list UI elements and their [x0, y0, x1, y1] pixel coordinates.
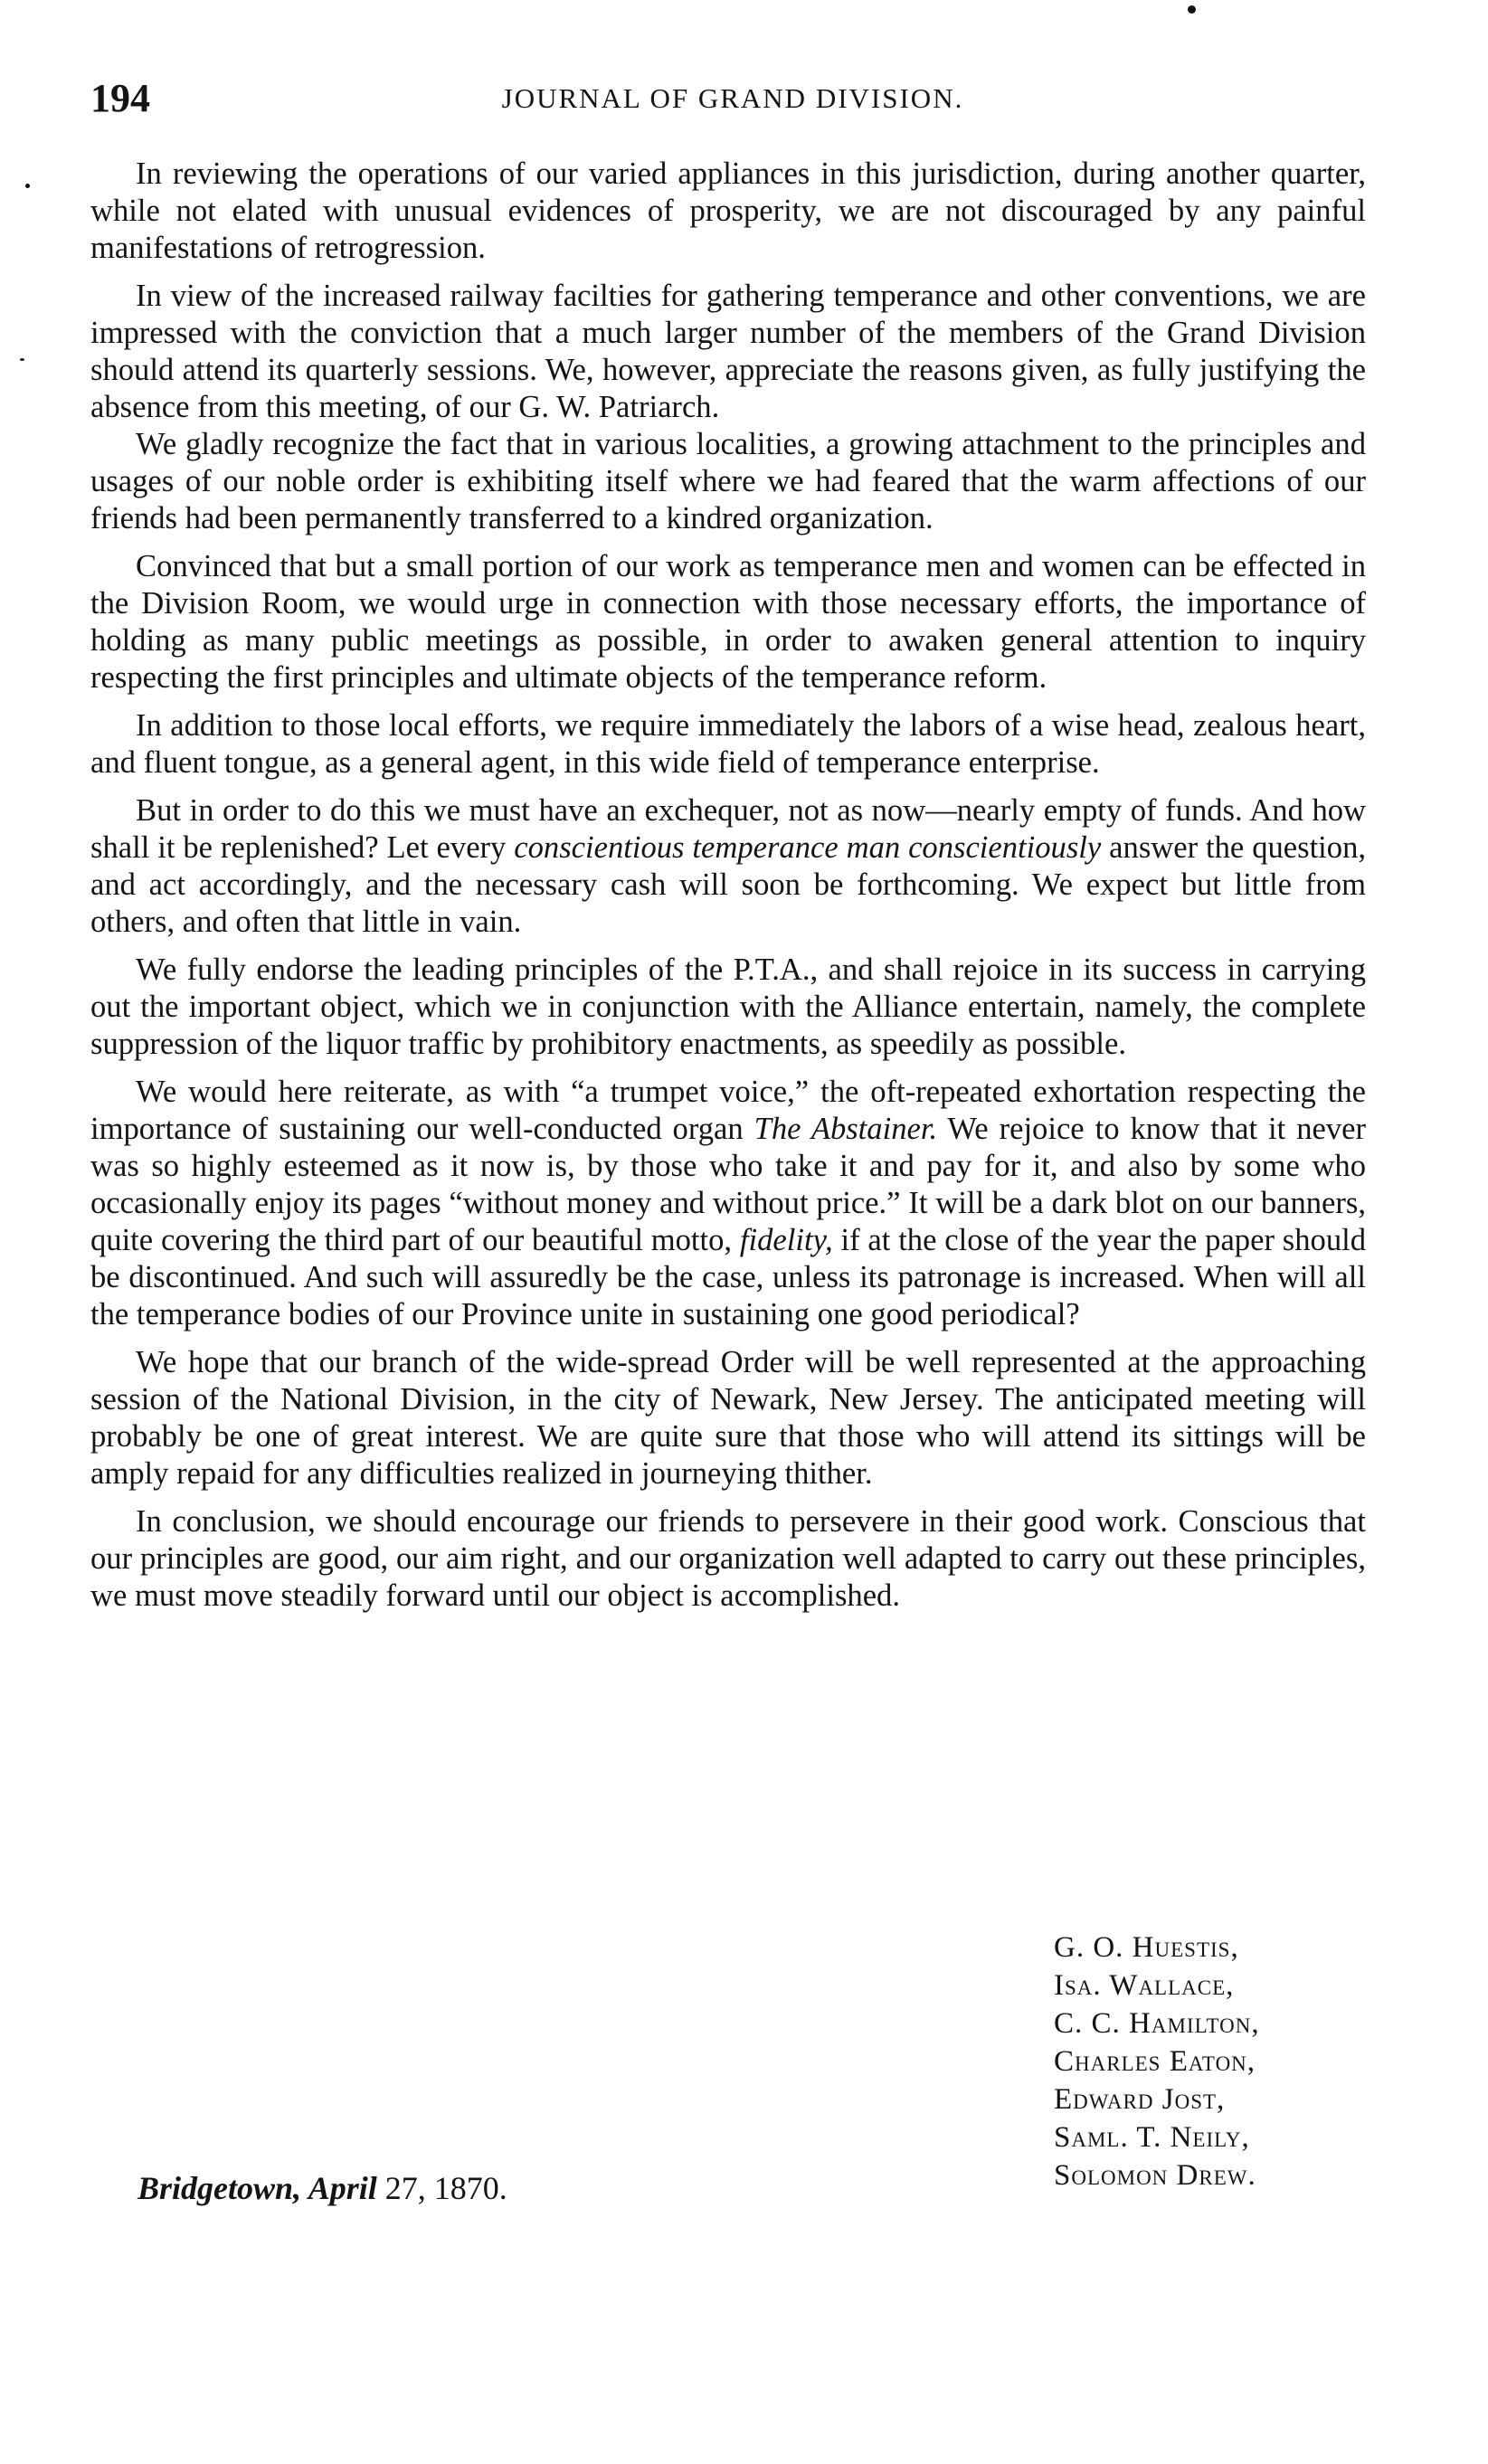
paragraph: In addition to those local efforts, we require immediately the labors of a wise head, zealous heart, and fluent tongue, as a general agent, in this wide field of temperance enterprise.	[90, 708, 1366, 780]
page-header	[90, 75, 1375, 120]
paragraph	[90, 792, 1366, 941]
dateline-date: 27, 1870.	[384, 2170, 507, 2206]
paragraph-italic: The Abstainer.	[753, 1112, 938, 1146]
paragraph	[90, 1074, 1366, 1333]
signatory-name: C. C. Hamilton,	[1054, 2007, 1260, 2040]
paragraph: We hope that our branch of the wide-spread Order will be well represented at the approaching session of the National Division, in the city of Newark, New Jersey. The anticipated meeting will probably be one of great interest. We are quite sure that those who will attend its sittings will be amply repaid for any difficulties realized in journeying thither.	[90, 1345, 1366, 1491]
paragraph-italic: fidelity,	[739, 1223, 833, 1257]
paragraph: In conclusion, we should encourage our friends to persevere in their good work. Conscious that our principles are good, our aim right, and our organization well adapted to carry out these principles, we must move steadily forward until our object is accomplished.	[90, 1504, 1366, 1613]
paragraph-italic: conscientious temperance man conscientiously	[514, 830, 1102, 865]
paragraph: In view of the increased railway facilties for gathering temperance and other conventions, we are impressed with the conviction that a much larger number of the members of the Grand Division should attend its quarterly sessions. We, however, appreciate the reasons given, as fully justifying the absence from this meeting, of our G. W. Patriarch.	[90, 279, 1366, 424]
dateline	[137, 2169, 507, 2207]
paragraph-text: We would here reiterate, as with “a trumpet voice,” the oft-repeated exhortation respecting the importance of sustaining our well-conducted organ	[90, 1075, 1366, 1146]
page-number: 194	[90, 76, 150, 120]
paragraph: Convinced that but a small portion of our work as temperance men and women can be effected in the Division Room, we would urge in connection with those necessary efforts, the importance of holding as many public meetings as possible, in order to awaken general attention to inquiry respecting the first principles and ultimate objects of the temperance reform.	[90, 549, 1366, 695]
signature-block	[1054, 1929, 1416, 2194]
paragraph: We fully endorse the leading principles of the P.T.A., and shall rejoice in its success in carrying out the important object, which we in conjunction with the Alliance entertain, namely, the complete suppression of the liquor traffic by prohibitory enactments, as speedily as possible.	[90, 952, 1366, 1061]
signatory-name: Isa. Wallace,	[1054, 1969, 1235, 2002]
paragraph-text: answer the question, and act accordingly, and the necessary cash will soon be forthcoming. We expect but little from others, and often that little in vain.	[90, 830, 1367, 939]
signatory-name: Solomon Drew.	[1054, 2159, 1256, 2192]
paragraph: We gladly recognize the fact that in various localities, a growing attachment to the principles and usages of our noble order is exhibiting itself where we had feared that the warm affections of our friends had been permanently transferred to a kindred organization.	[90, 427, 1366, 535]
signatory-name: Edward Jost,	[1054, 2083, 1226, 2116]
paragraph-text: if at the close of the year the paper should be discontinued. And such will assuredly be the case, unless its patronage is increased. When will all the temperance bodies of our Province unite in sustaining one good periodical?	[90, 1223, 1366, 1332]
ink-speck	[20, 358, 24, 361]
signatory-name: Saml. T. Neily,	[1054, 2121, 1250, 2154]
body-text	[90, 156, 1366, 1625]
paragraph: In reviewing the operations of our varied appliances in this jurisdiction, during another quarter, while not elated with unusual evidences of prosperity, we are not discouraged by any painful manifestations of retrogression.	[90, 156, 1366, 265]
ink-speck	[25, 184, 30, 188]
paragraph-text: We rejoice to know that it never was so highly esteemed as it now is, by those who take it and pay for it, and also by some who occasionally enjoy its pages “without money and without price.” It will be a dark blot on our banners, quite covering the third part of our beautiful motto,	[90, 1112, 1366, 1257]
signatory-name: Charles Eaton,	[1054, 2045, 1256, 2078]
paragraph-text: But in order to do this we must have an exchequer, not as now—nearly empty of funds. And how shall it be replenished? Let every	[90, 793, 1366, 865]
running-title: JOURNAL OF GRAND DIVISION.	[501, 82, 964, 114]
signatory-name: G. O. Huestis,	[1054, 1931, 1239, 1964]
ink-speck	[1188, 5, 1196, 14]
dateline-place: Bridgetown, April	[137, 2170, 377, 2206]
